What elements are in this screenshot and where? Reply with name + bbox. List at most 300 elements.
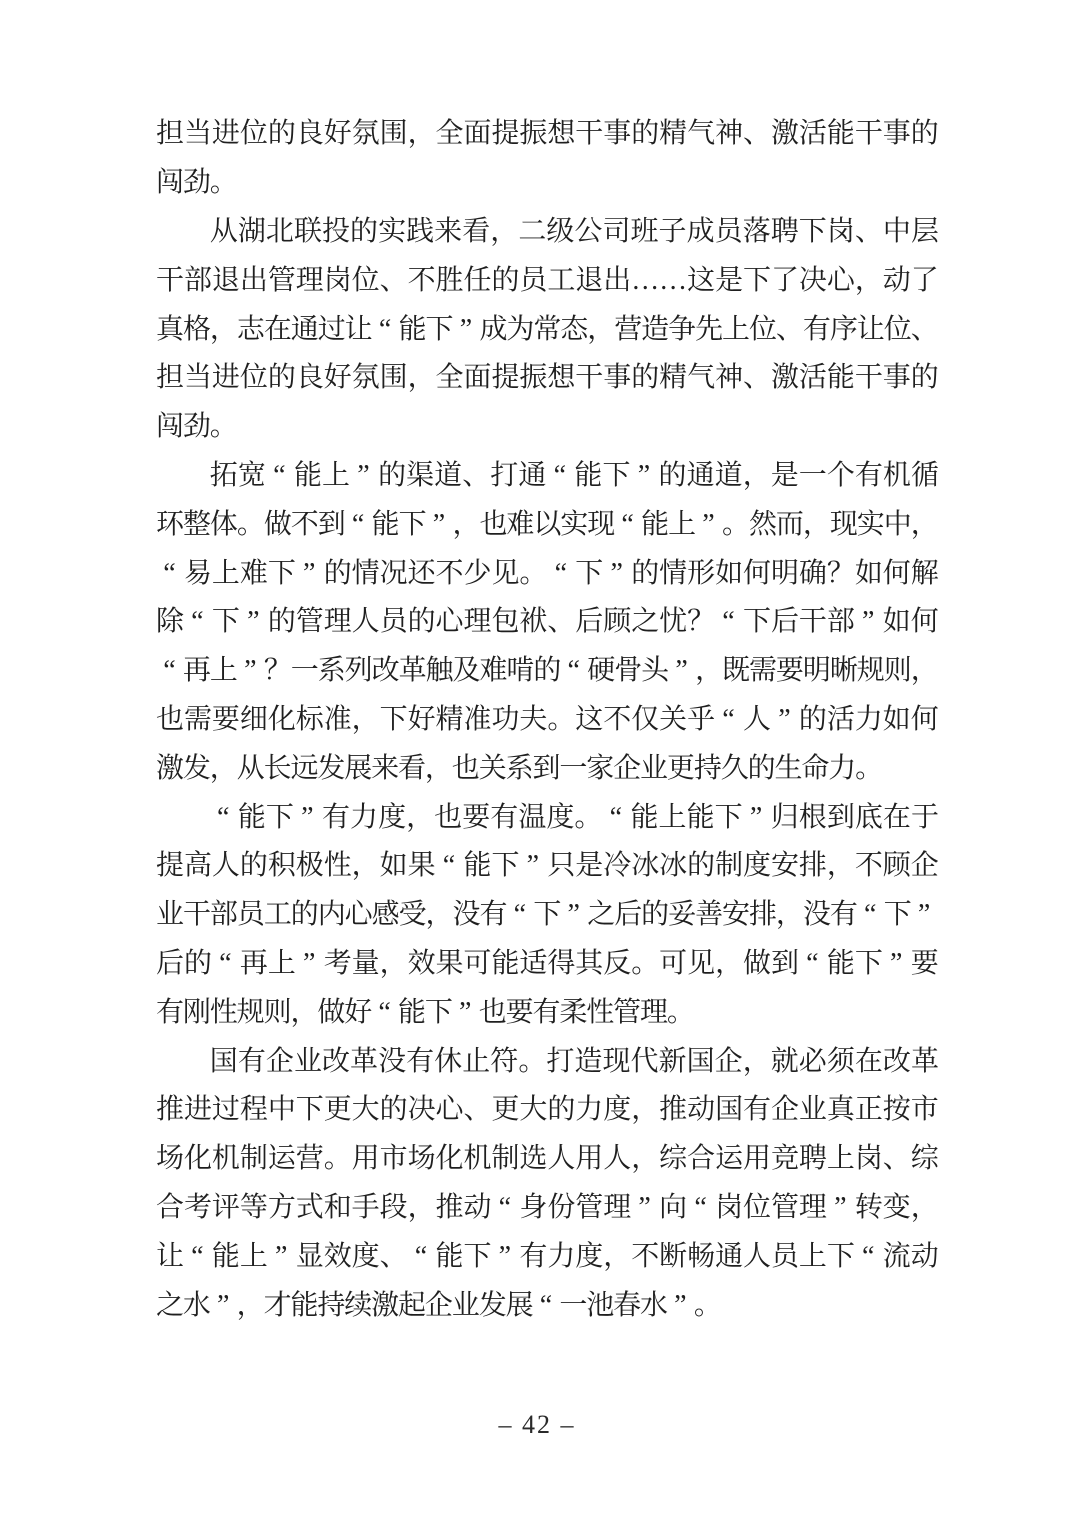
character: 的 [910, 362, 939, 394]
character: 做 [317, 996, 346, 1028]
character: 从 [236, 752, 265, 784]
character: 激 [770, 362, 799, 394]
character: 管 [295, 606, 324, 638]
character: “ [513, 899, 527, 931]
character: 围 [379, 362, 408, 394]
character: 提 [491, 118, 520, 150]
character: 部 [209, 899, 238, 931]
character: 有 [237, 1045, 266, 1077]
character: 如 [882, 703, 911, 735]
character: 氛 [351, 362, 380, 394]
character: 位 [743, 1191, 772, 1223]
text-line [156, 452, 938, 501]
character: 也 [156, 703, 185, 735]
character: ， [910, 1191, 939, 1223]
character: 能 [630, 801, 659, 833]
character: 。 [855, 752, 884, 784]
character: 还 [407, 557, 436, 589]
character: 国 [209, 1045, 238, 1077]
character: 没 [452, 899, 481, 931]
character: 而 [775, 508, 804, 540]
character: 事 [882, 362, 911, 394]
character: 的 [323, 557, 352, 589]
text-line [156, 1281, 938, 1330]
character: ” [610, 557, 623, 589]
character: 精 [659, 118, 688, 150]
character: 的 [491, 264, 520, 296]
character: 市 [379, 1143, 408, 1175]
character: 的 [350, 215, 379, 247]
character: 二 [518, 215, 547, 247]
character: 上 [826, 1143, 855, 1175]
character: ？ [263, 655, 292, 687]
text-line [156, 1184, 938, 1233]
character: 市 [910, 1094, 939, 1126]
character: 全 [435, 362, 464, 394]
character: 难 [506, 508, 535, 540]
character: “ [567, 655, 580, 687]
character: 实 [856, 508, 885, 540]
character: 必 [798, 1045, 827, 1077]
character: 能 [435, 1240, 464, 1272]
character: 位 [351, 264, 380, 296]
character: 。 [209, 167, 238, 199]
character: 的 [631, 557, 660, 589]
character: 好 [323, 362, 352, 394]
character: 能 [491, 947, 520, 979]
character: 合 [687, 1143, 716, 1175]
character: 、 [463, 1094, 492, 1126]
character: 袱 [519, 606, 548, 638]
character: 下 [575, 557, 604, 589]
character: 运 [267, 1143, 296, 1175]
character: 真 [156, 313, 185, 345]
character: 发 [317, 752, 346, 784]
character: 顾 [603, 606, 632, 638]
character: 的 [533, 655, 562, 687]
character: 渠 [406, 459, 435, 491]
character: 如 [882, 606, 911, 638]
character: 理 [295, 264, 324, 296]
character: 想 [547, 362, 576, 394]
page-footer [0, 1410, 1074, 1440]
character: 况 [379, 557, 408, 589]
character: 得 [547, 947, 576, 979]
character: 的 [290, 899, 319, 931]
character: ” [638, 1191, 651, 1223]
character: … [631, 264, 660, 296]
character: 打 [546, 1045, 575, 1077]
character: 营 [614, 313, 643, 345]
character: ” [890, 947, 903, 979]
character: 有 [321, 801, 350, 833]
character: 这 [575, 703, 604, 735]
character: 关 [478, 752, 507, 784]
character: ” [917, 899, 931, 931]
text-line [156, 1232, 938, 1281]
character: 了 [770, 264, 799, 296]
character: 到 [317, 508, 346, 540]
character: 考 [183, 1191, 212, 1223]
character: 有 [406, 1045, 435, 1077]
character: 头 [641, 655, 670, 687]
text-line [156, 500, 938, 549]
character: 活 [826, 703, 855, 735]
character: 担 [156, 118, 185, 150]
character: 位 [239, 118, 268, 150]
character: 发 [478, 1289, 507, 1321]
character: 明 [802, 655, 831, 687]
character: 有 [479, 899, 508, 931]
character: 有 [156, 996, 185, 1028]
character: 温 [518, 801, 547, 833]
character: 人 [603, 1143, 632, 1175]
character: 让 [856, 313, 885, 345]
character: “ [191, 606, 204, 638]
character: 上 [658, 801, 687, 833]
text-line [156, 891, 938, 940]
character: 革 [910, 1045, 939, 1077]
character: 春 [613, 1289, 642, 1321]
character: “ [273, 459, 286, 491]
character: 理 [798, 1191, 827, 1223]
character: 续 [344, 1289, 373, 1321]
character: “ [722, 606, 735, 638]
character: 位 [748, 313, 777, 345]
character: 班 [630, 215, 659, 247]
character: 难 [479, 655, 508, 687]
character: 效 [323, 1240, 352, 1272]
character: ， [236, 1289, 265, 1321]
character: 化 [267, 703, 296, 735]
character: 何 [910, 703, 939, 735]
character: 没 [802, 899, 831, 931]
character: 能 [290, 1289, 319, 1321]
character: 业 [798, 1094, 827, 1126]
character: 综 [910, 1143, 939, 1175]
character: 下 [295, 1094, 324, 1126]
character: 、 [379, 1240, 408, 1272]
character: ？ [687, 606, 716, 638]
character: 上 [211, 557, 240, 589]
character: 夫 [519, 703, 548, 735]
character: 上 [321, 459, 350, 491]
character: 成 [686, 215, 715, 247]
character: 可 [463, 947, 492, 979]
character: 其 [575, 947, 604, 979]
character: 活 [798, 362, 827, 394]
character: ， [406, 801, 435, 833]
character: 安 [722, 899, 751, 931]
character: 闯 [156, 411, 185, 443]
character: 出 [603, 264, 632, 296]
character: 后 [156, 947, 185, 979]
character: 正 [854, 1094, 883, 1126]
character: 更 [666, 752, 695, 784]
character: 位 [239, 362, 268, 394]
character: 后 [575, 606, 604, 638]
character: 用 [351, 1143, 380, 1175]
character: ” [498, 1240, 512, 1272]
character: ， [351, 850, 380, 882]
character: 下 [798, 215, 827, 247]
text-line [156, 1086, 938, 1135]
character: 让 [344, 313, 373, 345]
character: 精 [659, 362, 688, 394]
character: 员 [770, 1240, 799, 1272]
character: 能 [293, 459, 322, 491]
character: 断 [659, 1240, 688, 1272]
character: 一 [798, 459, 827, 491]
character: 度 [575, 1240, 604, 1272]
character: 北 [265, 215, 294, 247]
character: “ [864, 899, 877, 931]
character: 水 [182, 1289, 211, 1321]
character: 见 [491, 557, 520, 589]
character: 企 [910, 850, 939, 882]
character: 能 [826, 118, 855, 150]
character: 归 [770, 801, 799, 833]
character: 现 [602, 1045, 631, 1077]
character: 动 [687, 1094, 716, 1126]
character: “ [806, 947, 819, 979]
character: 要 [462, 801, 491, 833]
character: ” [637, 459, 651, 491]
character: 围 [379, 118, 408, 150]
character: 干 [575, 362, 604, 394]
character: 骨 [614, 655, 643, 687]
character: 如 [854, 557, 883, 589]
character: 事 [882, 118, 911, 150]
character: 下 [714, 801, 743, 833]
character: 仅 [631, 703, 660, 735]
character: 忧 [659, 606, 688, 638]
character: 工 [547, 264, 576, 296]
character: “ [553, 459, 567, 491]
character: 气 [687, 118, 716, 150]
character: 下 [398, 508, 427, 540]
text-line [156, 208, 938, 257]
character: 大 [519, 1094, 548, 1126]
character: 能 [686, 801, 715, 833]
text-line [156, 647, 938, 696]
character: 下 [826, 1240, 855, 1272]
character: 之 [156, 1289, 185, 1321]
character: 后 [770, 606, 799, 638]
character: “ [414, 1240, 428, 1272]
character: 上 [722, 313, 751, 345]
character: 过 [317, 313, 346, 345]
character: 需 [748, 655, 777, 687]
text-line [156, 1037, 938, 1086]
character: 度 [743, 850, 772, 882]
character: 乎 [687, 703, 716, 735]
character: 人 [743, 703, 772, 735]
character: 劲 [182, 167, 211, 199]
text-line [156, 940, 938, 989]
character: 。 [547, 703, 576, 735]
character: 部 [183, 264, 212, 296]
character: 在 [882, 801, 911, 833]
character: 干 [575, 118, 604, 150]
character: 和 [323, 1191, 352, 1223]
character: 上 [267, 947, 296, 979]
character: 机 [882, 459, 911, 491]
character: 下 [211, 606, 240, 638]
character: 能 [826, 362, 855, 394]
character: 落 [742, 215, 771, 247]
character: 任 [463, 264, 492, 296]
character: 用 [575, 1143, 604, 1175]
character: 果 [435, 947, 464, 979]
character: 按 [882, 1094, 911, 1126]
character: 志 [236, 313, 265, 345]
character: 制 [239, 1143, 268, 1175]
character: ， [379, 947, 408, 979]
character: 中 [883, 508, 912, 540]
text-line [156, 793, 938, 842]
character: 再 [182, 655, 211, 687]
character: 有 [743, 1094, 772, 1126]
character: 情 [659, 557, 688, 589]
character: 度 [378, 801, 407, 833]
character: 可 [659, 947, 688, 979]
character: 管 [770, 1191, 799, 1223]
character: 岗 [854, 1143, 883, 1175]
character: 下 [743, 606, 772, 638]
character: 根 [798, 801, 827, 833]
character: 在 [854, 1045, 883, 1077]
text-line [156, 988, 938, 1037]
character: 决 [798, 264, 827, 296]
character: 形 [687, 557, 716, 589]
character: 来 [371, 752, 400, 784]
character: 大 [351, 1094, 380, 1126]
character: 为 [506, 313, 535, 345]
character: 态 [560, 313, 589, 345]
character: 有 [854, 459, 883, 491]
character: 要 [505, 996, 534, 1028]
character: 神 [715, 118, 744, 150]
character: “ [722, 703, 735, 735]
character: 何 [910, 606, 939, 638]
text-line [156, 110, 938, 159]
character: 公 [574, 215, 603, 247]
character: 久 [720, 752, 749, 784]
character: 及 [452, 655, 481, 687]
character: ， [587, 313, 616, 345]
character: 下 [883, 899, 912, 931]
character: 式 [295, 1191, 324, 1223]
character: 过 [211, 1094, 240, 1126]
character: ， [407, 362, 436, 394]
character: 份 [547, 1191, 576, 1223]
character: 不 [854, 850, 883, 882]
character: 进 [211, 118, 240, 150]
character: 业 [640, 752, 669, 784]
character: 长 [263, 752, 292, 784]
character: 管 [267, 264, 296, 296]
character: 、 [379, 264, 408, 296]
character: 力 [575, 1094, 604, 1126]
character: 层 [910, 215, 939, 247]
character: 止 [462, 1045, 491, 1077]
character: 级 [546, 215, 575, 247]
character: “ [862, 1240, 875, 1272]
character: 下 [602, 459, 631, 491]
character: 联 [293, 215, 322, 247]
character: 振 [519, 362, 548, 394]
character: 考 [323, 947, 352, 979]
character: 聘 [770, 215, 799, 247]
character: 环 [156, 508, 185, 540]
character: 的 [239, 850, 268, 882]
character: 显 [295, 1240, 324, 1272]
character: 革 [350, 1045, 379, 1077]
character: ” [302, 557, 316, 589]
character: 道 [434, 459, 463, 491]
character: 做 [743, 947, 772, 979]
character: 于 [910, 801, 939, 833]
character: 手 [351, 1191, 380, 1223]
character: 、 [462, 459, 491, 491]
character: 道 [714, 459, 743, 491]
character: 包 [491, 606, 520, 638]
character: 气 [687, 362, 716, 394]
character: 部 [826, 606, 855, 638]
character: 国 [715, 1094, 744, 1126]
character: ， [603, 1240, 632, 1272]
character: 新 [658, 1045, 687, 1077]
character: 看 [462, 215, 491, 247]
character: 好 [407, 703, 436, 735]
character: 准 [323, 703, 352, 735]
character: ， [742, 459, 771, 491]
character: 竞 [770, 1143, 799, 1175]
character: 积 [267, 850, 296, 882]
character: 干 [854, 118, 883, 150]
character: 持 [693, 752, 722, 784]
character: “ [351, 508, 365, 540]
character: 担 [156, 362, 185, 394]
character: 能 [371, 508, 400, 540]
character: ” [357, 459, 370, 491]
character: 好 [344, 996, 373, 1028]
character: 下 [379, 703, 408, 735]
character: 不 [290, 508, 319, 540]
character: 力 [828, 752, 857, 784]
character: 当 [183, 362, 212, 394]
character: 见 [687, 947, 716, 979]
character: 下 [743, 264, 772, 296]
character: 做 [263, 508, 292, 540]
character: 来 [434, 215, 463, 247]
character: 力 [547, 1240, 576, 1272]
character: 人 [351, 606, 380, 638]
character: “ [163, 655, 176, 687]
text-line [156, 744, 938, 793]
character: 实 [560, 508, 589, 540]
character: 当 [183, 118, 212, 150]
character: 符 [490, 1045, 519, 1077]
character: 上 [668, 508, 697, 540]
character: 也 [478, 996, 507, 1028]
character: 胜 [435, 264, 464, 296]
character: 是 [715, 264, 744, 296]
character: 运 [715, 1143, 744, 1175]
character: 干 [156, 264, 185, 296]
character: ， [910, 655, 939, 687]
